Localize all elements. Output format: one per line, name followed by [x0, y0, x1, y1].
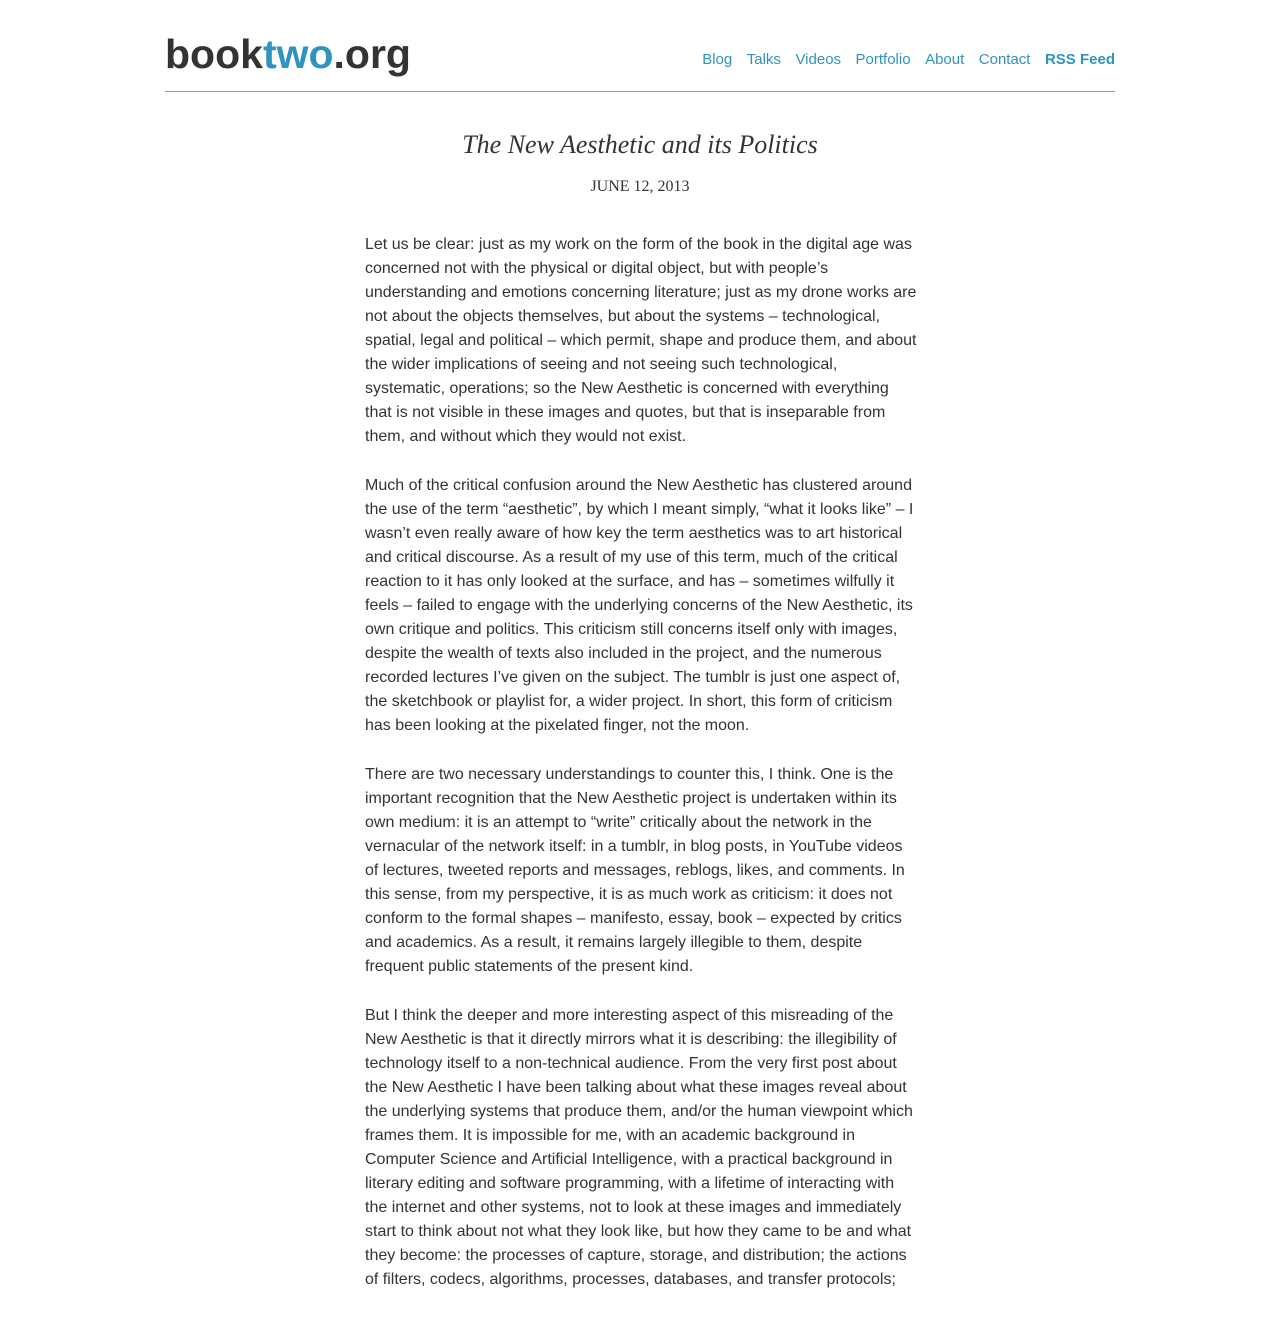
- post-paragraph-3: There are two necessary understandings to counter this, I think. One is the important recognition that the New Aesthetic project is undertaken within its own medium: it is an attempt to “write” critically about the network in the vernacular of the network itself: in a tumblr, in blog posts, in YouTube videos of lectures, tweeted reports and messages, reblogs, likes, and comments. In this sense, from my perspective, it is as much work as criticism: it does not conform to the formal shapes – manifesto, essay, book – expected by critics and academics. As a result, it remains largely illegible to them, despite frequent public statements of the present kind.: [365, 766, 905, 975]
- logo-text-book: book: [165, 31, 263, 77]
- nav-portfolio-link[interactable]: Portfolio: [855, 51, 911, 68]
- post-paragraph-2: Much of the critical confusion around the New Aesthetic has clustered around the use of the term “aesthetic”, by which I meant simply, “what it looks like” – I wasn’t even really aware of how key the term aesthetics was to art historical and critical discourse. As a result of my use of this term, much of the critical reaction to it has only looked at the surface, and has – sometimes wilfully it feels – failed to engage with the underlying concerns of the New Aesthetic, its own critique and politics. This criticism still concerns itself only with images, despite the wealth of texts also included in the project, and the numerous recorded lectures I’ve given on the subject. The tumblr is just one aspect of, the sketchbook or playlist for, a wider project. In short, this form of criticism has been looking at the pixelated finger, not the moon.: [365, 477, 914, 734]
- logo-text-org: .org: [333, 31, 411, 77]
- main-nav: [688, 50, 1115, 70]
- nav-videos-link[interactable]: Videos: [795, 51, 842, 68]
- nav-talks-link[interactable]: Talks: [746, 51, 781, 68]
- post-body: [365, 233, 917, 1317]
- nav-blog-link[interactable]: Blog: [702, 51, 733, 68]
- nav-contact-link[interactable]: Contact: [978, 51, 1031, 68]
- logo-text-two: two: [262, 31, 334, 77]
- post-date: JUNE 12, 2013: [590, 178, 690, 195]
- nav-about-link[interactable]: About: [925, 51, 965, 68]
- post-paragraph-4: But I think the deeper and more interesting aspect of this misreading of the New Aesthetic is that it directly mirrors what it is describing: the illegibility of technology itself to a non-technical audience. From the very first post about the New Aesthetic I have been talking about what these images reveal about the underlying systems that produce them, and/or the human viewpoint which frames them. It is impossible for me, with an academic background in Computer Science and Artificial Intelligence, with a practical background in literary editing and software programming, with a lifetime of interacting with the internet and other systems, not to look at these images and immediately start to think about not what they look like, but how they came to be and what they become: the processes of capture, storage, and distribution; the actions of filters, codecs, algorithms, processes, databases, and transfer protocols;: [365, 1007, 913, 1288]
- nav-rss-feed-link[interactable]: RSS Feed: [1044, 51, 1115, 68]
- site-header: [165, 0, 1115, 92]
- post-title: The New Aesthetic and its Politics: [462, 130, 818, 159]
- post-paragraph-1: Let us be clear: just as my work on the form of the book in the digital age was concerned not with the physical or digital object, but with people’s understanding and emotions concerning literature; just as my drone works are not about the objects themselves, but about the systems – technological, spatial, legal and political – which permit, shape and produce them, and about the wider implications of seeing and not seeing such technological, systematic, operations; so the New Aesthetic is concerned with everything that is not visible in these images and quotes, but that is inseparable from them, and without which they would not exist.: [365, 236, 917, 445]
- site-logo[interactable]: [165, 28, 411, 80]
